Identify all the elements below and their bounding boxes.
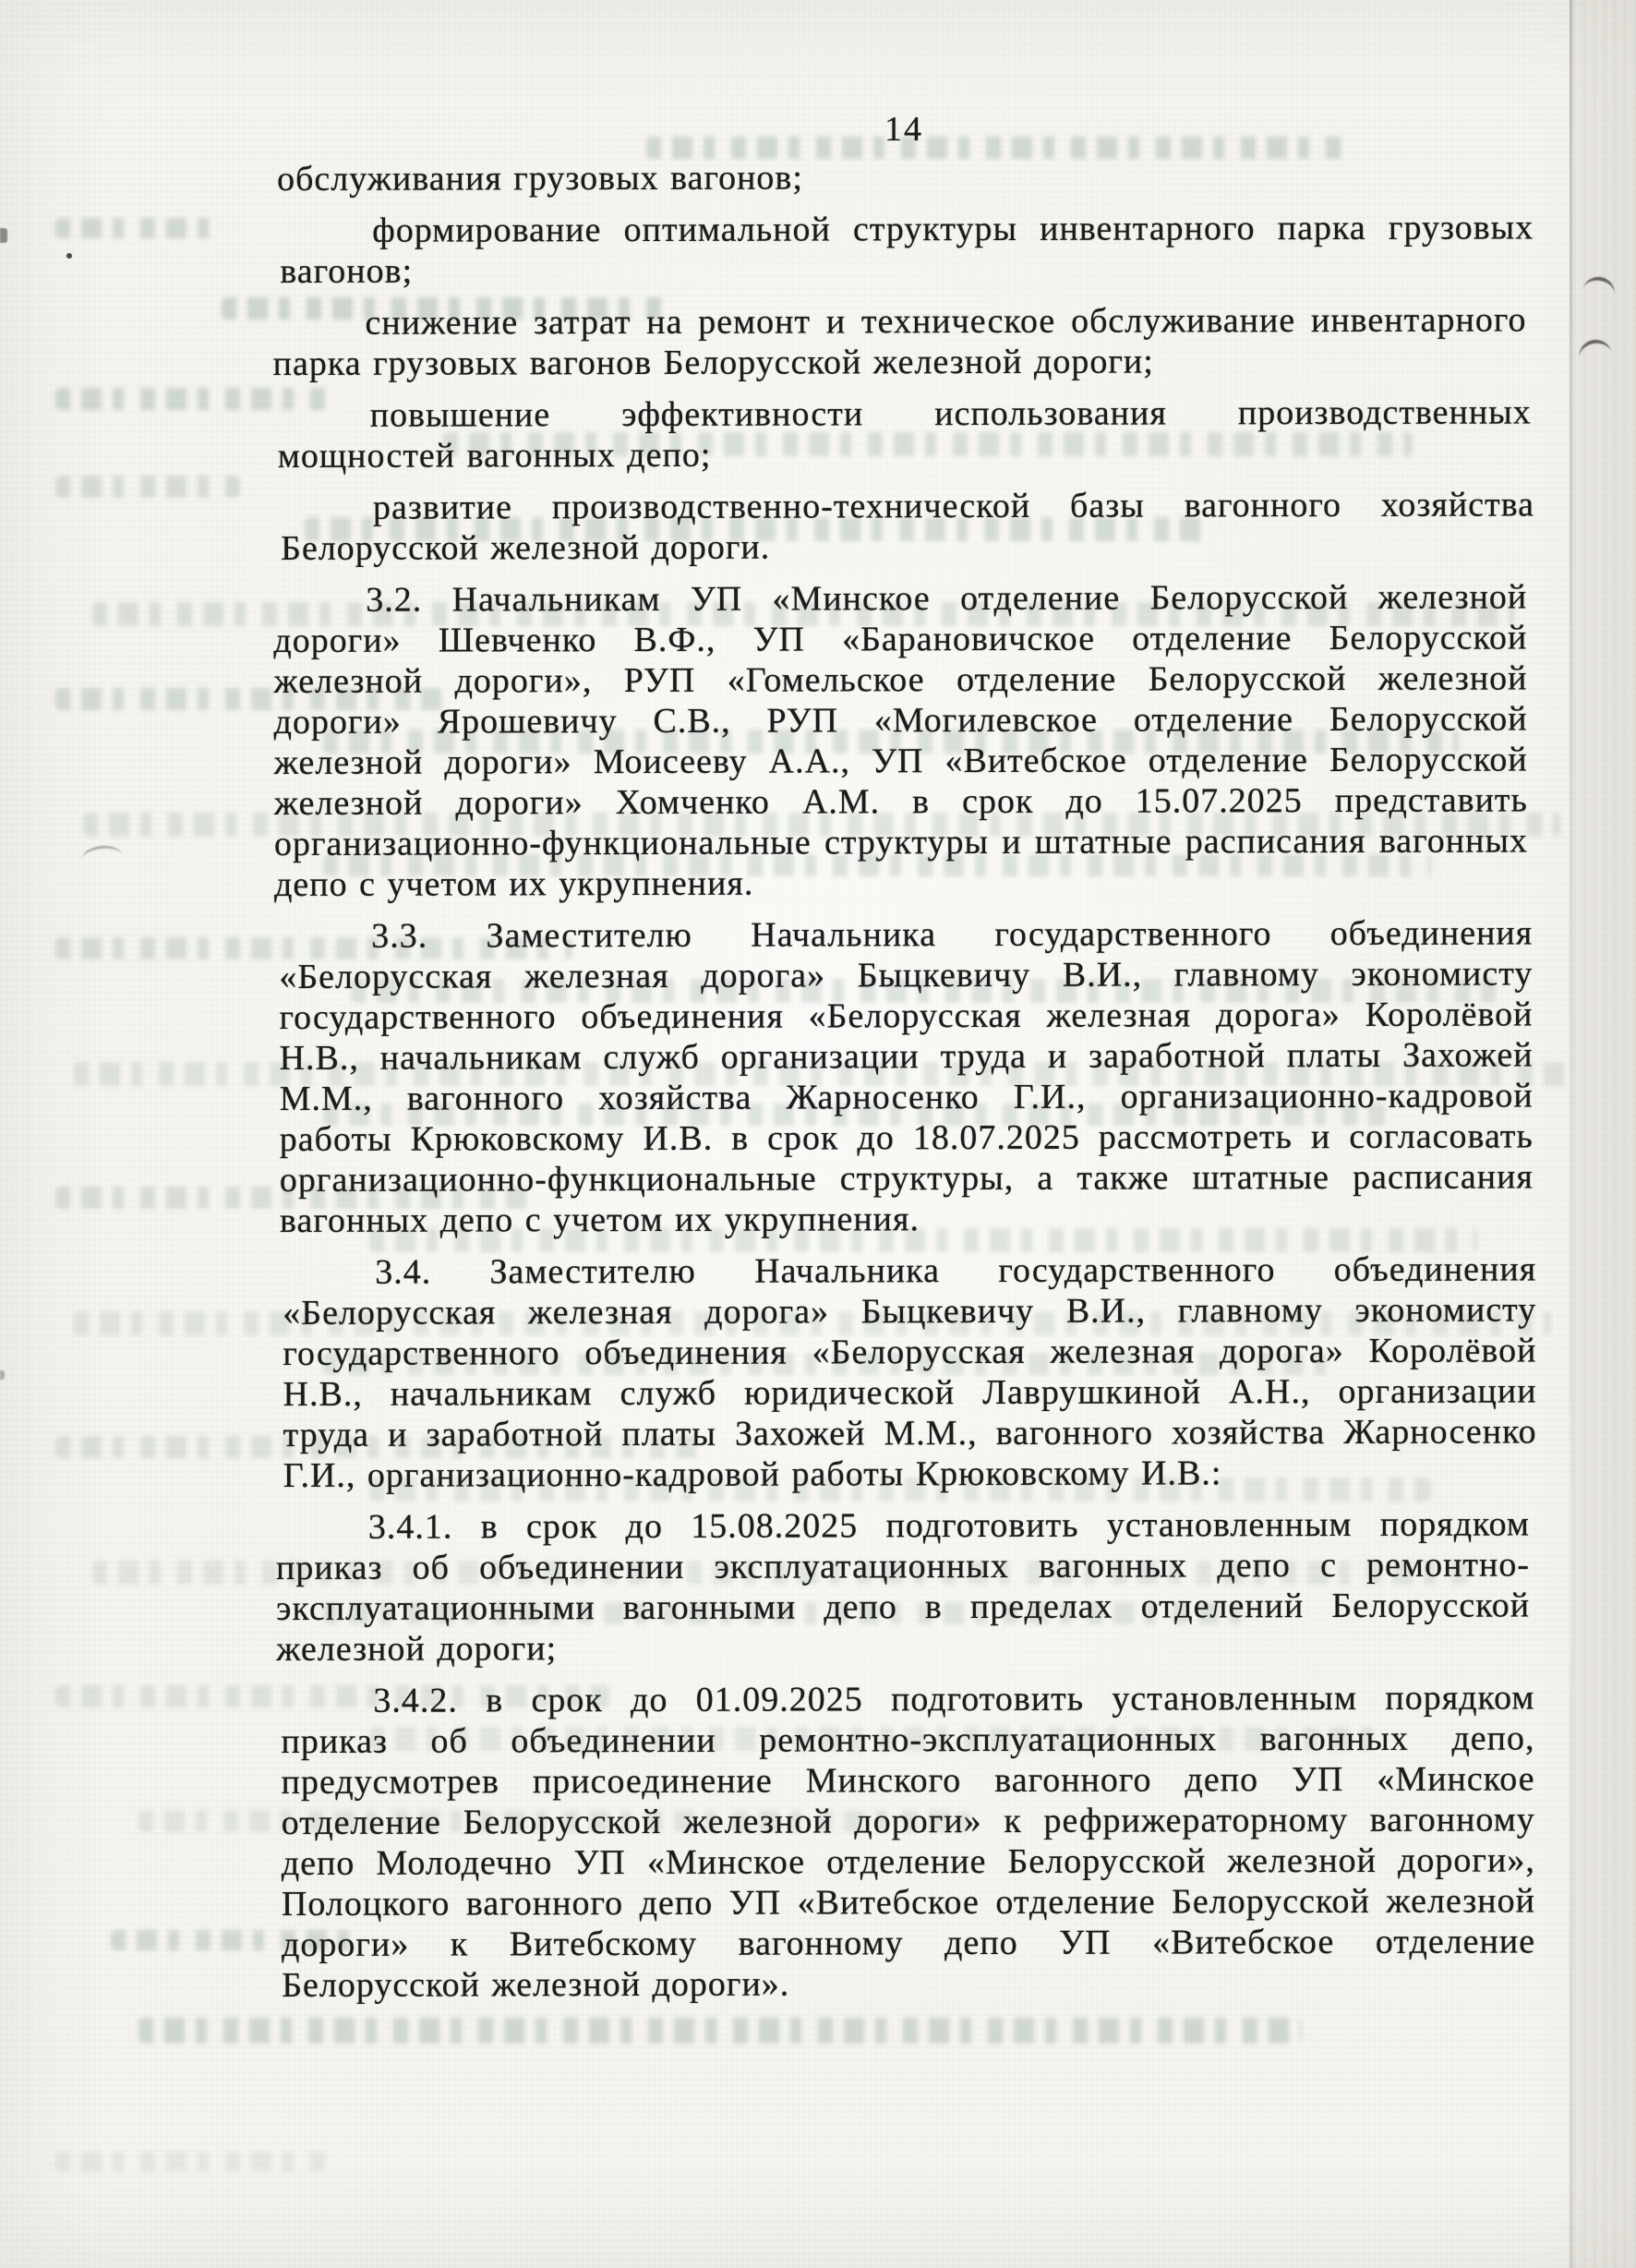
ink-speck — [0, 1370, 5, 1380]
paragraph-10: 3.4.2. в срок до 01.09.2025 подготовить установленным порядком приказ об объединении ремонтно-эксплуатационных вагонных депо, предусмотрев присоединение Минского вагонного депо УП «Минское отделение Белорусской железной дороги» к рефрижераторному вагонному депо Молодечно УП «Минское отделение Белорусской железной дороги», Полоцкого вагонного депо УП «Витебское отделение Белорусской железной дороги» к Витебскому вагонному депо УП «Витебское отделение Белорусской железной дороги». — [281, 1678, 1536, 2005]
paragraph-2: формирование оптимальной структуры инвентарного парка грузовых вагонов; — [280, 208, 1534, 291]
paragraph-4: повышение эффективности использования производственных мощностей вагонных депо; — [277, 392, 1532, 476]
ink-speck — [0, 228, 7, 243]
scan-edge-shadow — [1572, 0, 1636, 2268]
paragraph-6: 3.2. Начальникам УП «Минское отделение Белорусской железной дороги» Шевченко В.Ф., УП «Барановичское отделение Белорусской железной дороги», РУП «Гомельское отделение Белорусской железной дороги» Ярошевичу С.В., РУП «Могилевское отделение Белорусской железной дороги» Моисееву А.А., УП «Витебское отделение Белорусской железной дороги» Хомченко А.М. в срок до 15.07.2025 представить организационно-функциональные структуры и штатные расписания вагонных депо с учетом их укрупнения. — [273, 577, 1528, 905]
bleed-through-artifact — [55, 476, 240, 498]
pen-mark — [1577, 337, 1612, 358]
bleed-through-artifact — [55, 218, 222, 238]
paragraph-5: развитие производственно-технической базы вагонного хозяйства Белорусской железной дороги. — [281, 485, 1535, 568]
paragraph-9: 3.4.1. в срок до 15.08.2025 подготовить установленным порядком приказ об объединении эксплуатационных вагонных депо с ремонтно-эксплуатационными вагонными депо в пределах отделений Белорусской железной дороги; — [275, 1504, 1531, 1670]
bleed-through-artifact — [138, 2018, 1302, 2044]
paragraph-7: 3.3. Заместителю Начальника государственного объединения «Белорусская железная дорога» Быцкевичу В.И., главному экономисту государственного объединения «Белорусская железная дорога» Королёвой Н.В., начальникам служб организации труда и заработной платы Захожей М.М., вагонного хозяйства Жарносенко Г.И., организационно-кадровой работы Крюковскому И.В. в срок до 18.07.2025 рассмотреть и согласовать организационно-функциональные структуры, а также штатные расписания вагонных депо с учетом их укрупнения. — [279, 913, 1534, 1240]
fold-line — [1570, 0, 1572, 2268]
paragraph-1: обслуживания грузовых вагонов; — [277, 158, 803, 199]
pen-mark — [80, 844, 122, 861]
pen-mark — [1583, 274, 1617, 295]
paragraph-8: 3.4. Заместителю Начальника государственного объединения «Белорусская железная дорога» Быцкевичу В.И., главному экономисту государственного объединения «Белорусская железная дорога» Королёвой Н.В., начальникам служб юридической Лаврушкиной А.Н., организации труда и заработной платы Захожей М.М., вагонного хозяйства Жарносенко Г.И., организационно-кадровой работы Крюковскому И.В.: — [283, 1249, 1537, 1495]
page-number: 14 — [884, 110, 923, 149]
document-body — [272, 155, 1537, 2006]
paragraph-3: снижение затрат на ремонт и техническое обслуживание инвентарного парка грузовых вагонов Белорусской железной дороги; — [272, 300, 1527, 384]
bleed-through-artifact — [55, 2152, 332, 2172]
ink-speck — [66, 253, 72, 259]
